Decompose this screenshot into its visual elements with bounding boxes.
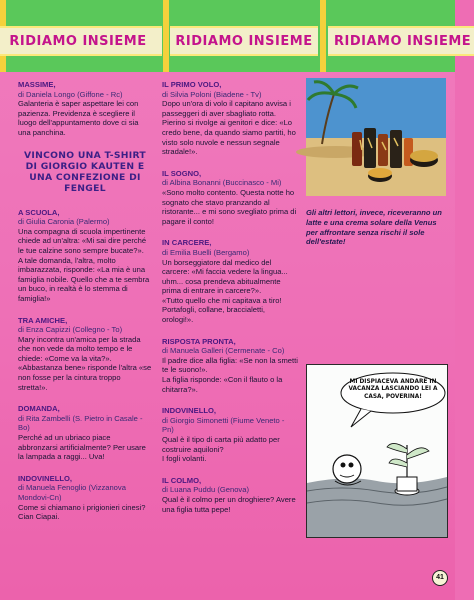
joke-entry — [162, 169, 298, 227]
entry-author: di Giulia Caronia (Palermo) — [18, 217, 110, 227]
entry-body: Mary incontra un'amica per la strada che non vede da molto tempo e le chiede: «Come va la vita?». «Abbastanza bene» risponde l'altra «se non fosse per la cintura troppo stretta!». — [18, 334, 152, 392]
entry-body: «Tutto quello che mi capitava a tiro! Portafogli, collane, braccialetti, orologi!». — [162, 295, 282, 325]
header-title: RIDIAMO INSIEME — [170, 26, 318, 56]
entry-title: INDOVINELLO, — [162, 406, 217, 416]
entry-body: A tale domanda, l'altra, molto imbarazzata, risponde: «La mia è una famiglia nobile. Quello che a te sembra un buco, in realtà è lo stemma di famiglia!» — [18, 255, 150, 303]
entry-author: di Daniela Longo (Giffone - Rc) — [18, 89, 123, 99]
entry-title: IN CARCERE, — [162, 238, 212, 248]
joke-entry — [18, 80, 152, 138]
entry-author: di Manuela Galleri (Cermenate - Co) — [162, 346, 285, 356]
entry-title: DOMANDA, — [18, 404, 60, 414]
entry-author: di Albina Bonanni (Buccinasco - Mi) — [162, 178, 282, 188]
joke-entry — [18, 208, 152, 304]
entry-body: Una compagna di scuola impertinente chiede ad un'altra: «Mi sai dire perché le tue calzine sono sempre bucate?». — [18, 226, 147, 255]
entry-title: IL PRIMO VOLO, — [162, 80, 222, 89]
joke-entry — [162, 406, 298, 464]
cartoon-panel — [306, 364, 448, 538]
entry-body: Dopo un'ora di volo il capitano avvisa i passeggeri di aver sbagliato rotta. Pierino si rivolge ai genitori e dice: «Lo credo bene, da quando siamo partiti, ho visto solo nuvole e nessun segnale stradale!». — [162, 99, 296, 157]
joke-entry — [162, 337, 298, 395]
entry-title: TRA AMICHE, — [18, 315, 68, 325]
beach-products-illustration — [306, 78, 446, 196]
entry-title: INDOVINELLO, — [18, 473, 73, 483]
entry-body: «Sono molto contento. Questa notte ho sognato che stavo pranzando al ristorante... e mi sono svegliato prima di pagare il conto! — [162, 187, 297, 226]
entry-body: I fogli volanti. — [162, 454, 207, 464]
entry-title: RISPOSTA PRONTA, — [162, 336, 236, 346]
entry-title: IL SOGNO, — [162, 168, 202, 178]
entry-body: Qual è il tipo di carta più adatto per costruire aquiloni? — [162, 435, 280, 454]
entry-author: di Rita Zambelli (S. Pietro in Casale - Bo) — [18, 413, 143, 433]
entry-body: Cian Ciapai. — [18, 512, 60, 522]
joke-entry — [18, 316, 152, 393]
prize-announcement: VINCONO UNA T-SHIRT DI GIORGIO KAUTEN E UNA CONFEZIONE DI FENGEL — [23, 149, 146, 194]
entry-author: di Manuela Fenoglio (Vizzanova Mondovi-Cn) — [18, 483, 126, 502]
entry-author: di Enza Capizzi (Collegno - To) — [18, 325, 123, 335]
joke-entry — [18, 474, 152, 522]
entry-title: IL COLMO, — [162, 475, 202, 485]
photo-caption: Gli altri lettori, invece, riceveranno un latte e una crema solare della Venus per affrontare senza rischi il sole dell'estate! — [306, 208, 442, 247]
header-title: RIDIAMO INSIEME — [328, 26, 474, 56]
speech-bubble-text: MI DISPIACEVA ANDARE IN VACANZA LASCIANDO LEI A CASA, POVERINA! — [348, 379, 438, 400]
entry-body: Perché ad un ubriaco piace abbronzarsi artificialmente? Per usare la lampada a raggi... Uva! — [18, 433, 146, 462]
product-photo — [306, 78, 446, 196]
entry-author: di Giorgio Simonetti (Fiume Veneto - Pn) — [162, 415, 285, 435]
entry-title: MASSIME, — [18, 80, 56, 89]
entry-body: La figlia risponde: «Con il flauto o la chitarra?». — [162, 375, 283, 394]
joke-entry — [18, 404, 152, 462]
page-number: 41 — [432, 570, 448, 586]
column-left — [18, 80, 152, 534]
entry-body: Il padre dice alla figlia: «Se non la smetti te le suono!». — [162, 355, 298, 375]
entry-author: di Emilia Buelli (Bergamo) — [162, 247, 250, 257]
entry-author: di Luana Puddu (Genova) — [162, 485, 249, 495]
joke-entry — [162, 238, 298, 324]
entry-body: Galanteria è saper aspettare lei con pazienza. Previdenza è scegliere il luogo dell'appuntamento dove ci sia una panchina. — [18, 99, 139, 137]
column-middle — [162, 80, 298, 526]
header-banner — [0, 0, 472, 72]
header-title: RIDIAMO INSIEME — [0, 26, 162, 56]
entry-author: di Silvia Poloni (Biadene - Tv) — [162, 89, 262, 99]
joke-entry — [162, 80, 298, 157]
entry-body: Qual è il colmo per un droghiere? Avere una figlia tutta pepe! — [162, 494, 296, 514]
entry-body: Un borseggiatore dal medico del carcere: «Mi faccia vedere la lingua... uhm... cosa prendeva abitualmente prima di entrare in carcere?». — [162, 257, 288, 296]
entry-body: Come si chiamano i prigionieri cinesi? — [18, 502, 146, 512]
joke-entry — [162, 476, 298, 514]
entry-title: A SCUOLA, — [18, 207, 60, 217]
